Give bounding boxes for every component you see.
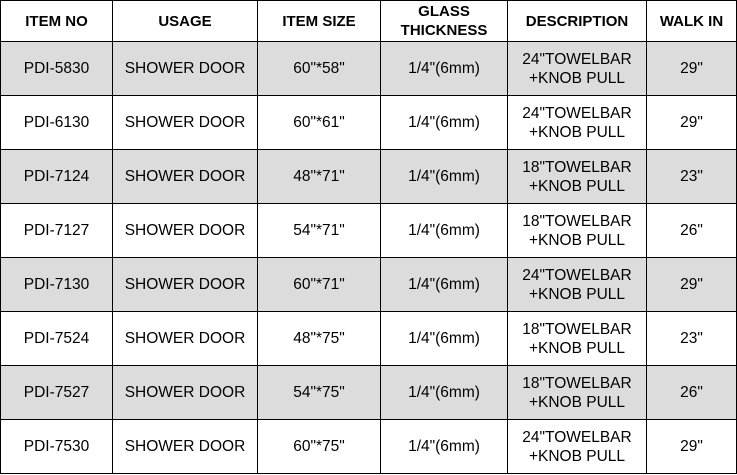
- header-glass-line1: GLASS: [418, 3, 470, 20]
- cell-glass-thickness: 1/4"(6mm): [381, 96, 508, 150]
- cell-usage: SHOWER DOOR: [113, 366, 258, 420]
- table-row: [1, 312, 737, 366]
- cell-item-size: 60"*71": [258, 258, 381, 312]
- cell-usage: SHOWER DOOR: [113, 420, 258, 474]
- cell-item-no: PDI-5830: [1, 42, 113, 96]
- cell-description: [508, 420, 647, 474]
- cell-item-size: 54"*71": [258, 204, 381, 258]
- table-row: [1, 96, 737, 150]
- cell-walk-in: 23": [647, 150, 737, 204]
- cell-glass-thickness: 1/4"(6mm): [381, 366, 508, 420]
- cell-item-no: PDI-7530: [1, 420, 113, 474]
- table-row: [1, 366, 737, 420]
- cell-description: [508, 150, 647, 204]
- cell-walk-in: 29": [647, 258, 737, 312]
- header-item-no: ITEM NO: [1, 1, 113, 42]
- cell-glass-thickness: 1/4"(6mm): [381, 258, 508, 312]
- cell-item-no: PDI-7524: [1, 312, 113, 366]
- cell-walk-in: 23": [647, 312, 737, 366]
- cell-item-no: PDI-7527: [1, 366, 113, 420]
- cell-description: [508, 42, 647, 96]
- cell-usage: SHOWER DOOR: [113, 96, 258, 150]
- description-line2: +KNOB PULL: [528, 177, 626, 195]
- cell-glass-thickness: 1/4"(6mm): [381, 312, 508, 366]
- header-usage: USAGE: [113, 1, 258, 42]
- description-line1: 24"TOWELBAR: [522, 104, 632, 122]
- description-line2: +KNOB PULL: [528, 393, 626, 411]
- description-line1: 18"TOWELBAR: [522, 374, 632, 392]
- cell-description: [508, 96, 647, 150]
- description-line2: +KNOB PULL: [528, 339, 626, 357]
- header-walk-in: WALK IN: [647, 1, 737, 42]
- cell-glass-thickness: 1/4"(6mm): [381, 420, 508, 474]
- cell-description: [508, 204, 647, 258]
- table-row: [1, 150, 737, 204]
- description-line2: +KNOB PULL: [528, 123, 626, 141]
- description-line2: +KNOB PULL: [528, 231, 626, 249]
- cell-item-no: PDI-7124: [1, 150, 113, 204]
- cell-item-size: 48"*71": [258, 150, 381, 204]
- cell-item-size: 60"*58": [258, 42, 381, 96]
- cell-usage: SHOWER DOOR: [113, 42, 258, 96]
- cell-walk-in: 29": [647, 96, 737, 150]
- table-row: [1, 42, 737, 96]
- description-line1: 24"TOWELBAR: [522, 266, 632, 284]
- description-line1: 18"TOWELBAR: [522, 158, 632, 176]
- table-row: [1, 420, 737, 474]
- cell-item-size: 48"*75": [258, 312, 381, 366]
- cell-item-no: PDI-7127: [1, 204, 113, 258]
- table-row: [1, 204, 737, 258]
- cell-usage: SHOWER DOOR: [113, 258, 258, 312]
- cell-description: [508, 366, 647, 420]
- cell-item-size: 60"*75": [258, 420, 381, 474]
- header-description: DESCRIPTION: [508, 1, 647, 42]
- cell-walk-in: 29": [647, 42, 737, 96]
- cell-glass-thickness: 1/4"(6mm): [381, 204, 508, 258]
- cell-item-size: 54"*75": [258, 366, 381, 420]
- description-line1: 18"TOWELBAR: [522, 212, 632, 230]
- description-line2: +KNOB PULL: [528, 447, 626, 465]
- header-glass-thickness: [381, 1, 508, 42]
- description-line2: +KNOB PULL: [528, 285, 626, 303]
- header-item-size: ITEM SIZE: [258, 1, 381, 42]
- description-line1: 24"TOWELBAR: [522, 428, 632, 446]
- header-glass-line2: THICKNESS: [400, 22, 488, 39]
- description-line1: 18"TOWELBAR: [522, 320, 632, 338]
- cell-item-no: PDI-7130: [1, 258, 113, 312]
- table-row: [1, 258, 737, 312]
- table-header-row: [1, 1, 737, 42]
- cell-usage: SHOWER DOOR: [113, 312, 258, 366]
- cell-item-no: PDI-6130: [1, 96, 113, 150]
- cell-walk-in: 26": [647, 366, 737, 420]
- cell-description: [508, 312, 647, 366]
- cell-glass-thickness: 1/4"(6mm): [381, 150, 508, 204]
- cell-description: [508, 258, 647, 312]
- cell-usage: SHOWER DOOR: [113, 204, 258, 258]
- cell-item-size: 60"*61": [258, 96, 381, 150]
- cell-walk-in: 26": [647, 204, 737, 258]
- cell-walk-in: 29": [647, 420, 737, 474]
- cell-glass-thickness: 1/4"(6mm): [381, 42, 508, 96]
- description-line1: 24"TOWELBAR: [522, 50, 632, 68]
- cell-usage: SHOWER DOOR: [113, 150, 258, 204]
- description-line2: +KNOB PULL: [528, 69, 626, 87]
